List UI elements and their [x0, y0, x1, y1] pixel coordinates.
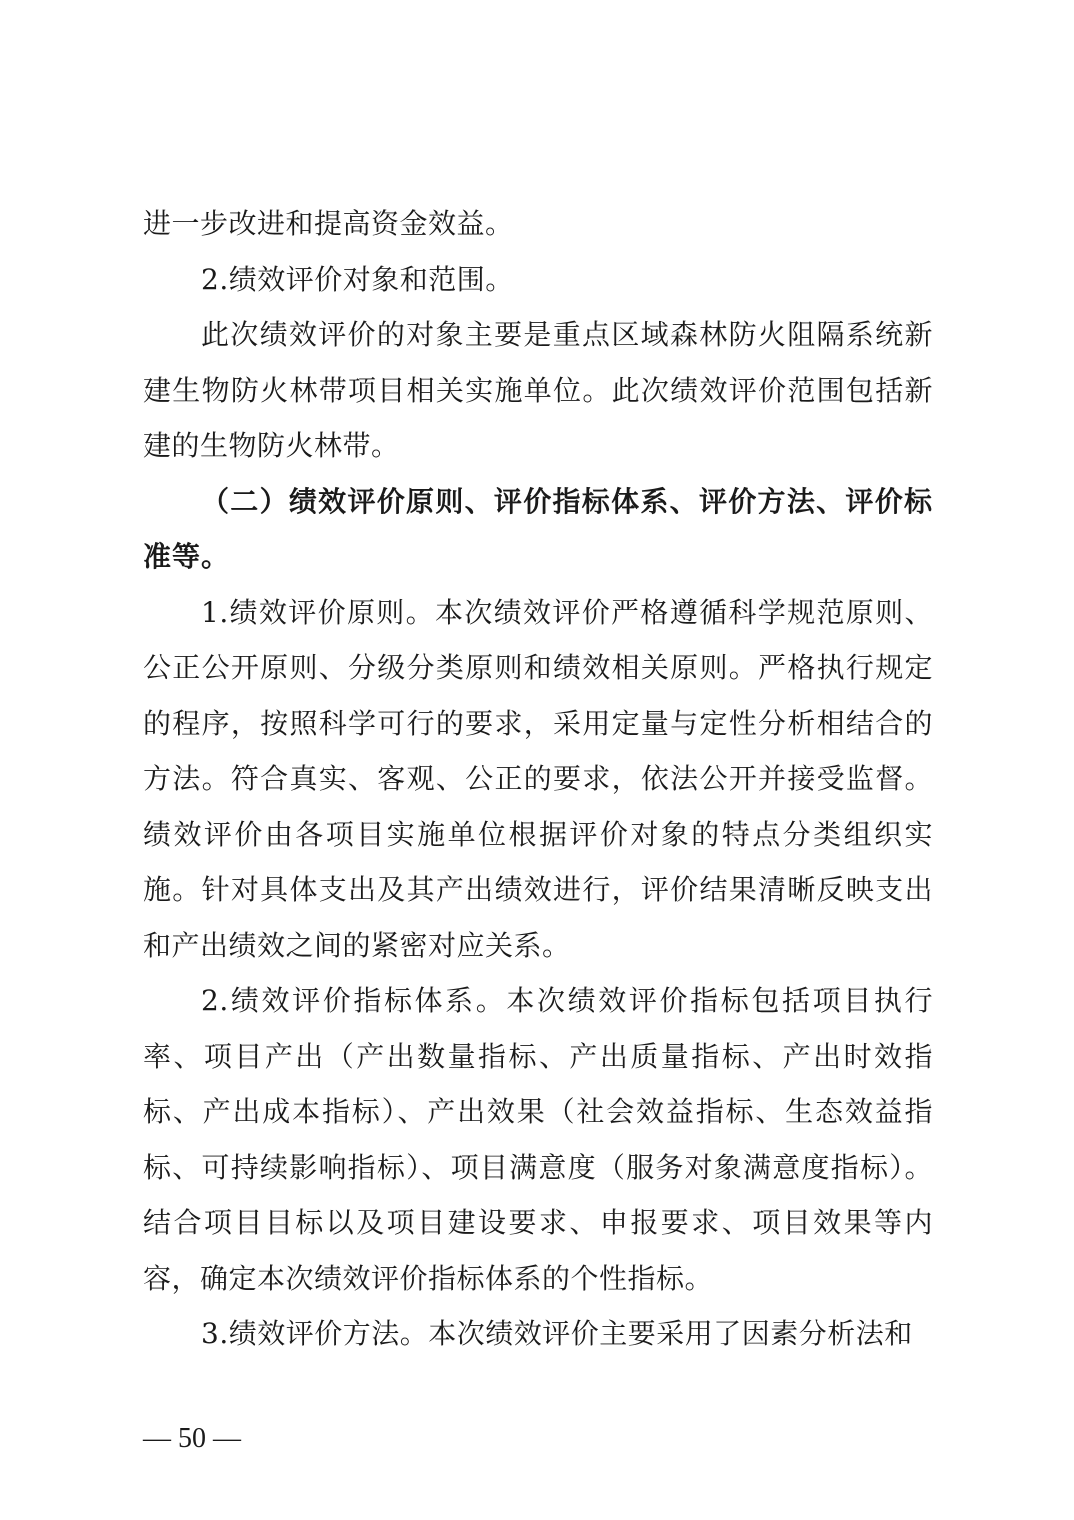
- paragraph-principles: 1.绩效评价原则。本次绩效评价严格遵循科学规范原则、公正公开原则、分级分类原则和绩效相关原则。严格执行规定的程序，按照科学可行的要求，采用定量与定性分析相结合的方法。符合真实、客观、公正的要求，依法公开并接受监督。绩效评价由各项目实施单位根据评价对象的特点分类组织实施。针对具体支出及其产出绩效进行，评价结果清晰反映支出和产出绩效之间的紧密对应关系。: [143, 595, 933, 962]
- section-heading-principles: （二）绩效评价原则、评价指标体系、评价方法、评价标准等。: [143, 484, 933, 573]
- paragraph-evaluation-scope: 此次绩效评价的对象主要是重点区域森林防火阻隔系统新建生物防火林带项目相关实施单位。此次绩效评价范围包括新建的生物防火林带。: [143, 318, 933, 462]
- document-body: [143, 196, 933, 1362]
- paragraph-indicator-system: 2.绩效评价指标体系。本次绩效评价指标包括项目执行率、项目产出（产出数量指标、产出质量指标、产出时效指标、产出成本指标）、产出效果（社会效益指标、生态效益指标、可持续影响指标）、项目满意度（服务对象满意度指标）。结合项目目标以及项目建设要求、申报要求、项目效果等内容，确定本次绩效评价指标体系的个性指标。: [143, 984, 933, 1295]
- paragraph-evaluation-scope-heading: 2.绩效评价对象和范围。: [201, 262, 514, 296]
- paragraph-continuation: 进一步改进和提高资金效益。: [143, 207, 514, 240]
- page-number: — 50 —: [143, 1423, 241, 1454]
- paragraph-evaluation-method: 3.绩效评价方法。本次绩效评价主要采用了因素分析法和: [201, 1317, 913, 1350]
